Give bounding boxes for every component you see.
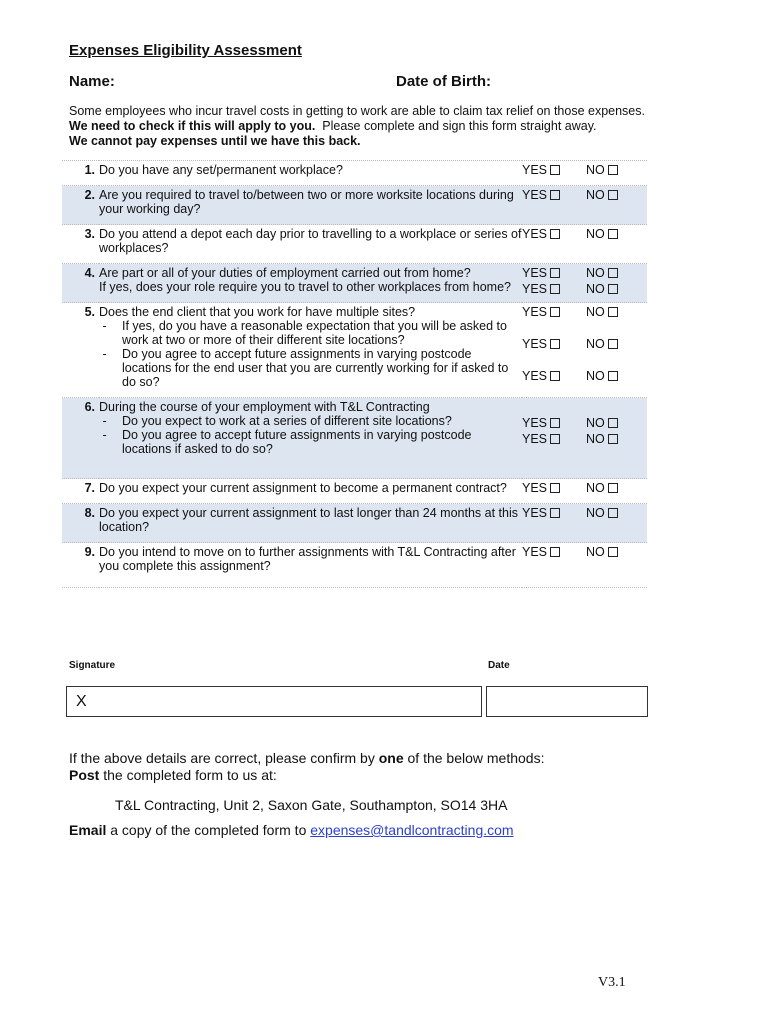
question-number: 3.	[62, 225, 99, 264]
yes-checkbox[interactable]	[550, 483, 560, 493]
yes-label: YES	[522, 227, 548, 241]
name-label: Name:	[69, 73, 115, 90]
question-row	[62, 161, 647, 186]
intro-line-3: We cannot pay expenses until we have this back.	[69, 134, 361, 148]
sub-question: - Do you agree to accept future assignments in varying postcode locations for the end user that you are currently working for if asked to do so?	[99, 347, 522, 389]
yes-checkbox[interactable]	[550, 284, 560, 294]
yes-checkbox[interactable]	[550, 307, 560, 317]
sub-question-text: If yes, do you have a reasonable expectation that you will be asked to work at two or more of their different site locations?	[122, 319, 507, 347]
yes-checkbox[interactable]	[550, 165, 560, 175]
no-checkbox[interactable]	[608, 284, 618, 294]
no-label: NO	[586, 305, 605, 319]
post-text: the completed form to us at:	[99, 767, 277, 783]
question-text-line: Does the end client that you work for have multiple sites?	[99, 305, 416, 319]
no-checkbox[interactable]	[608, 339, 618, 349]
no-checkbox[interactable]	[608, 268, 618, 278]
no-checkbox[interactable]	[608, 229, 618, 239]
yes-label: YES	[522, 506, 548, 520]
question-text-line: During the course of your employment with T&L Contracting	[99, 400, 430, 414]
no-label: NO	[586, 282, 605, 296]
question-number: 1.	[62, 161, 99, 186]
post-line	[69, 767, 544, 784]
yes-checkbox[interactable]	[550, 418, 560, 428]
question-row	[62, 479, 647, 504]
confirm-pre: If the above details are correct, please confirm by	[69, 750, 379, 766]
yes-checkbox[interactable]	[550, 508, 560, 518]
answer-options	[522, 504, 647, 543]
question-number: 9.	[62, 543, 99, 588]
yes-label: YES	[522, 369, 548, 383]
no-label: NO	[586, 369, 605, 383]
question-number: 4.	[62, 264, 99, 303]
sub-question: - Do you expect to work at a series of different site locations?	[99, 414, 452, 428]
no-label: NO	[586, 545, 605, 559]
answer-options	[522, 543, 647, 588]
no-label: NO	[586, 266, 605, 280]
no-label: NO	[586, 506, 605, 520]
post-label: Post	[69, 767, 100, 783]
question-text: Are you required to travel to/between two or more worksite locations during your working day?	[99, 186, 522, 225]
yes-label: YES	[522, 481, 548, 495]
question-number: 8.	[62, 504, 99, 543]
yes-label: YES	[522, 337, 548, 351]
email-label: Email	[69, 822, 107, 838]
form-title: Expenses Eligibility Assessment	[69, 42, 302, 59]
sub-question-text: Do you agree to accept future assignments in varying postcode locations if asked to do so?	[122, 428, 472, 456]
yes-checkbox[interactable]	[550, 371, 560, 381]
sub-question-text: Do you agree to accept future assignments in varying postcode locations for the end user that you are currently working for if asked to do so?	[122, 347, 509, 389]
no-label: NO	[586, 188, 605, 202]
no-checkbox[interactable]	[608, 165, 618, 175]
question-number: 2.	[62, 186, 99, 225]
yes-label: YES	[522, 266, 548, 280]
intro-line-1: Some employees who incur travel costs in getting to work are able to claim tax relief on those expenses.	[69, 104, 645, 118]
signature-field[interactable]	[66, 686, 482, 717]
answer-options	[522, 264, 647, 303]
email-link[interactable]: expenses@tandlcontracting.com	[310, 822, 514, 838]
no-checkbox[interactable]	[608, 434, 618, 444]
answer-options	[522, 225, 647, 264]
no-checkbox[interactable]	[608, 371, 618, 381]
confirm-line	[69, 750, 544, 767]
yes-label: YES	[522, 432, 548, 446]
answer-options	[522, 161, 647, 186]
question-text: Do you expect your current assignment to last longer than 24 months at this location?	[99, 504, 522, 543]
confirm-instructions	[69, 750, 544, 784]
question-text	[99, 398, 522, 479]
intro-line-2-bold: We need to check if this will apply to you.	[69, 119, 316, 133]
question-text: Do you intend to move on to further assignments with T&L Contracting after you complete this assignment?	[99, 543, 522, 588]
intro-text	[69, 104, 709, 149]
signature-label: Signature	[69, 660, 116, 671]
yes-label: YES	[522, 305, 548, 319]
question-text-followup: If yes, does your role require you to travel to other workplaces from home?	[99, 280, 511, 294]
confirm-post: of the below methods:	[403, 750, 545, 766]
email-line	[69, 822, 514, 838]
question-text: Do you expect your current assignment to become a permanent contract?	[99, 479, 522, 504]
date-of-birth-label: Date of Birth:	[396, 73, 491, 90]
yes-checkbox[interactable]	[550, 547, 560, 557]
question-row	[62, 264, 647, 303]
no-checkbox[interactable]	[608, 307, 618, 317]
no-label: NO	[586, 416, 605, 430]
no-checkbox[interactable]	[608, 418, 618, 428]
question-text	[99, 264, 522, 303]
no-label: NO	[586, 163, 605, 177]
no-checkbox[interactable]	[608, 547, 618, 557]
yes-label: YES	[522, 545, 548, 559]
email-text: a copy of the completed form to	[106, 822, 311, 838]
question-row	[62, 543, 647, 588]
signature-mark: X	[76, 693, 87, 710]
question-number: 5.	[62, 303, 99, 398]
date-field[interactable]	[486, 686, 648, 717]
no-label: NO	[586, 337, 605, 351]
question-row	[62, 398, 647, 479]
question-text-line: Are part or all of your duties of employment carried out from home?	[99, 266, 471, 280]
yes-checkbox[interactable]	[550, 229, 560, 239]
sub-question: - If yes, do you have a reasonable expectation that you will be asked to work at two or more of their different site locations?	[99, 319, 522, 347]
yes-checkbox[interactable]	[550, 268, 560, 278]
answer-options	[522, 186, 647, 225]
no-checkbox[interactable]	[608, 483, 618, 493]
answer-options	[522, 303, 647, 398]
no-label: NO	[586, 432, 605, 446]
yes-checkbox[interactable]	[550, 434, 560, 444]
sub-question: - Do you agree to accept future assignments in varying postcode locations if asked to do so?	[99, 428, 522, 456]
yes-label: YES	[522, 282, 548, 296]
no-label: NO	[586, 481, 605, 495]
no-checkbox[interactable]	[608, 508, 618, 518]
question-row	[62, 186, 647, 225]
sub-question-text: Do you expect to work at a series of different site locations?	[122, 414, 452, 428]
question-number: 6.	[62, 398, 99, 479]
yes-label: YES	[522, 416, 548, 430]
no-checkbox[interactable]	[608, 190, 618, 200]
answer-options	[522, 398, 647, 479]
date-label: Date	[488, 660, 510, 671]
question-number: 7.	[62, 479, 99, 504]
question-row	[62, 504, 647, 543]
question-text	[99, 303, 522, 398]
question-row	[62, 225, 647, 264]
yes-checkbox[interactable]	[550, 339, 560, 349]
yes-label: YES	[522, 188, 548, 202]
yes-label: YES	[522, 163, 548, 177]
questions-table	[62, 160, 647, 588]
intro-line-2	[69, 119, 709, 134]
answer-options	[522, 479, 647, 504]
confirm-one: one	[378, 750, 404, 766]
intro-line-2-rest: Please complete and sign this form straight away.	[315, 119, 597, 133]
question-text: Do you attend a depot each day prior to travelling to a workplace or series of workplaces?	[99, 225, 522, 264]
postal-address: T&L Contracting, Unit 2, Saxon Gate, Southampton, SO14 3HA	[115, 797, 508, 813]
yes-checkbox[interactable]	[550, 190, 560, 200]
no-label: NO	[586, 227, 605, 241]
version-number: V3.1	[598, 975, 626, 990]
question-text: Do you have any set/permanent workplace?	[99, 161, 522, 186]
question-row	[62, 303, 647, 398]
